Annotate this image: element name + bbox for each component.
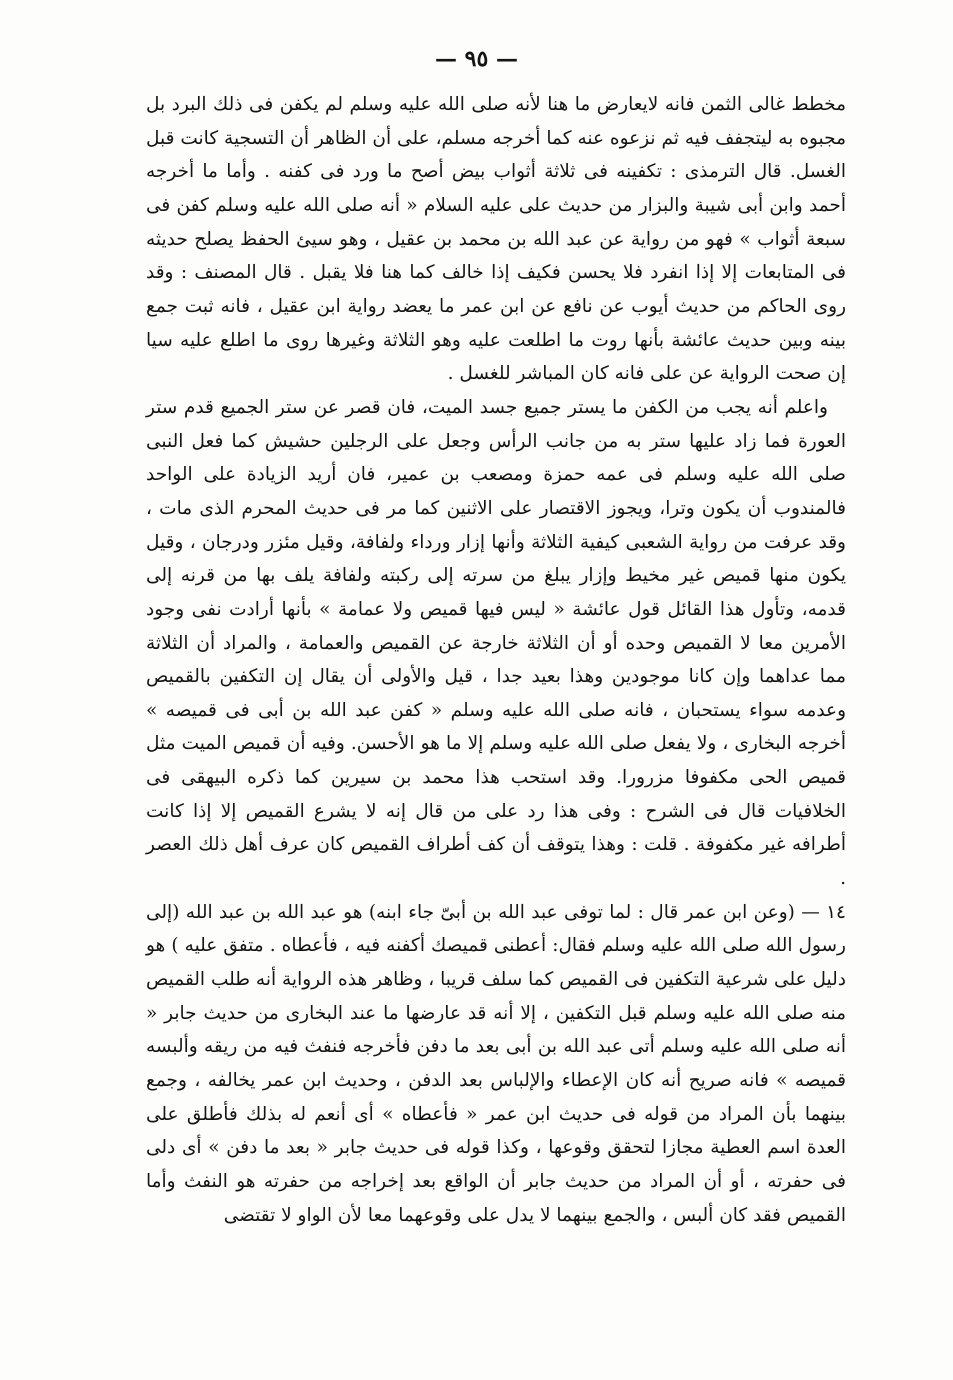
paragraph-hadith-14: ١٤ — (وعن ابن عمر قال : لما توفى عبد الله بن أبىّ جاء ابنه) هو عبد الله بن عبد الله (إلى رسول الله صلى الله عليه وسلم فقال: أعطنى قميصك أكفنه فيه ، فأعطاه . متفق عليه ) هو دليل على شرعية التكفين فى القميص كما سلف قريبا ، وظاهر هذه الرواية أنه طلب القميص منه صلى الله عليه وسلم قبل التكفين ، إلا أنه قد عارضها ما عند البخارى من حديث جابر « أنه صلى الله عليه وسلم أتى عبد الله بن أبى بعد ما دفن فأخرجه فنفث فيه من ريقه وألبسه قميصه » فانه صريح أنه كان الإعطاء والإلباس بعد الدفن ، وحديث ابن عمر يخالفه ، وجمع بينهما بأن المراد من قوله فى حديث ابن عمر « فأعطاه » أى أنعم له بذلك فأطلق على العدة اسم العطية مجازا لتحقق وقوعها ، وكذا قوله فى حديث جابر « بعد ما دفن » أى دلى فى حفرته ، أو أن المراد من حديث جابر أن الواقع بعد إخراجه من حفرته هو النفث وأما القميص فقد كان ألبس ، والجمع بينهما لا يدل على وقوعهما معا لأن الواو لا تقتضى bbox=[146, 901, 846, 1226]
paragraph-burial-cloth: مخطط غالى الثمن فانه لايعارض ما هنا لأنه صلى الله عليه وسلم لم يكفن فى ذلك البرد بل مجبوه به ليتجفف فيه ثم نزعوه عنه كما أخرجه مسلم، على أن الظاهر أن التسجية كانت قبل الغسل. قال الترمذى : تكفينه فى ثلاثة أثواب بيض أصح ما ورد فى كفنه . وأما ما أخرجه أحمد وابن أبى شيبة والبزار من حديث على عليه السلام « أنه صلى الله عليه وسلم كفن فى سبعة أثواب » فهو من رواية عن عبد الله بن محمد بن عقيل ، وهو سيئ الحفظ يصلح حديثه فى المتابعات إلا إذا انفرد فلا يحسن فكيف إذا خالف كما هنا فلا يقبل . قال المصنف : وقد روى الحاكم من حديث أيوب عن نافع عن ابن عمر ما يعضد رواية ابن عقيل ، فانه ثبت جمع بينه وبين حديث عائشة بأنها روت ما اطلعت عليه وهو الثلاثة وغيرها روى ما اطلع عليه سيا إن صحت الرواية عن على فانه كان المباشر للغسل . bbox=[146, 94, 846, 385]
page-number: — ٩٥ — bbox=[435, 46, 518, 72]
commentary-text-block bbox=[146, 88, 846, 1232]
paragraph-shroud-requirements: واعلم أنه يجب من الكفن ما يستر جميع جسد الميت، فان قصر عن ستر الجميع قدم ستر العورة فما زاد عليها ستر به من جانب الرأس وجعل على الرجلين حشيش كما فعل النبى صلى الله عليه وسلم فى عمه حمزة ومصعب بن عمير، فان أريد الزيادة على الواحد فالمندوب أن يكون وترا، ويجوز الاقتصار على الاثنين كما مر فى حديث المحرم الذى مات ، وقد عرفت من رواية الشعبى كيفية الثلاثة وأنها إزار ورداء ولفافة، وقيل مئزر ودرجان ، وقيل يكون منها قميص غير مخيط وإزار يبلغ من سرته إلى ركبته ولفافة يلف بها من قرنه إلى قدمه، وتأول هذا القائل قول عائشة « ليس فيها قميص ولا عمامة » بأنها أرادت نفى وجود الأمرين معا لا القميص وحده أو أن الثلاثة خارجة عن القميص والعمامة ، والمراد أن الثلاثة مما عداهما وإن كانا موجودين وهذا بعيد جدا ، قيل والأولى أن يقال إن التكفين بالقميص وعدمه سواء يستحبان ، فانه صلى الله عليه وسلم « كفن عبد الله بن أبى فى قميصه » أخرجه البخارى ، ولا يفعل صلى الله عليه وسلم إلا ما هو الأحسن. وفيه أن قميص الميت مثل قميص الحى مكفوفا مزرورا. وقد استحب هذا محمد بن سيرين كما ذكره البيهقى فى الخلافيات قال فى الشرح : وفى هذا رد على من قال إنه لا يشرع القميص إلا إذا كانت أطرافه غير مكفوفة . قلت : وهذا يتوقف أن كف أطراف القميص كان عرف أهل ذلك العصر . bbox=[146, 396, 846, 890]
